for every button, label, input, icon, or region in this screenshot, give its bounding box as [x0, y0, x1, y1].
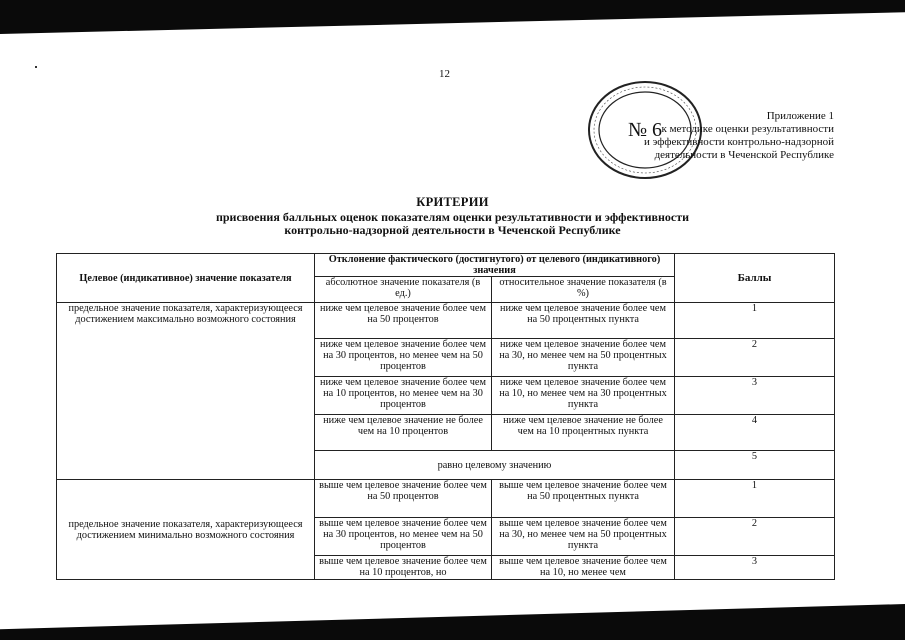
cell-absolute: выше чем целевое значение более чем на 50 процентов: [315, 480, 492, 518]
cell-relative: ниже чем целевое значение более чем на 30, но менее чем на 50 процентных пункта: [492, 339, 675, 377]
cell-absolute: выше чем целевое значение более чем на 10 процентов, но: [315, 556, 492, 580]
appendix-line-3: и эффективности контрольно-надзорной: [643, 136, 834, 148]
table-row: [57, 480, 835, 518]
cell-relative: ниже чем целевое значение более чем на 10, но менее чем на 30 процентных пункта: [492, 377, 675, 415]
cell-score: 1: [675, 480, 835, 518]
cell-score: 4: [675, 415, 835, 451]
cell-absolute: ниже чем целевое значение более чем на 50 процентов: [315, 303, 492, 339]
cell-score: 5: [675, 451, 835, 480]
cell-relative: выше чем целевое значение более чем на 50 процентных пункта: [492, 480, 675, 518]
appendix-header: [610, 110, 834, 162]
table-row: [57, 303, 835, 339]
subtitle-line-1: присвоения балльных оценок показателям оценки результативности и эффективности: [215, 210, 690, 224]
cell-absolute: ниже чем целевое значение более чем на 10 процентов, но менее чем на 30 процентов: [315, 377, 492, 415]
cell-equal-target: равно целевому значению: [315, 451, 675, 480]
header-deviation: Отклонение фактического (достигнутого) от целевого (индикативного) значения: [315, 254, 675, 277]
seal-number: № 6: [627, 119, 663, 141]
cell-relative: выше чем целевое значение более чем на 30, но менее чем на 50 процентных пункта: [492, 518, 675, 556]
document-subtitle: [100, 211, 805, 237]
cell-relative: выше чем целевое значение более чем на 10, но менее чем: [492, 556, 675, 580]
appendix-line-4: деятельности в Чеченской Республике: [654, 149, 834, 161]
criteria-table: [56, 253, 835, 580]
scan-border-top: [0, 0, 905, 34]
cell-absolute: выше чем целевое значение более чем на 30 процентов, но менее чем на 50 процентов: [315, 518, 492, 556]
cell-score: 2: [675, 339, 835, 377]
cell-score: 1: [675, 303, 835, 339]
cell-score: 3: [675, 556, 835, 580]
cell-absolute: ниже чем целевое значение более чем на 30 процентов, но менее чем на 50 процентов: [315, 339, 492, 377]
cell-relative: ниже чем целевое значение более чем на 50 процентных пункта: [492, 303, 675, 339]
cell-score: 2: [675, 518, 835, 556]
page-number: 12: [439, 68, 450, 80]
cell-relative: ниже чем целевое значение не более чем на 10 процентных пункта: [492, 415, 675, 451]
group-max-label: предельное значение показателя, характеризующееся достижением максимально возможного состояния: [57, 303, 315, 480]
cell-absolute: ниже чем целевое значение не более чем на 10 процентов: [315, 415, 492, 451]
header-target-value: Целевое (индикативное) значение показателя: [57, 254, 315, 303]
appendix-line-2: к методике оценки результативности: [661, 123, 834, 135]
cell-score: 3: [675, 377, 835, 415]
subtitle-line-2: контрольно-надзорной деятельности в Чеченской Республике: [284, 223, 621, 237]
header-score: Баллы: [675, 254, 835, 303]
scan-border-bottom: [0, 604, 905, 640]
header-absolute: абсолютное значение показателя (в ед.): [315, 277, 492, 303]
scan-speck: [35, 66, 37, 68]
document-title: КРИТЕРИИ: [416, 195, 489, 209]
group-min-label: предельное значение показателя, характеризующееся достижением минимально возможного состояния: [57, 480, 315, 580]
appendix-line-1: Приложение 1: [766, 110, 834, 122]
header-relative: относительное значение показателя (в %): [492, 277, 675, 303]
